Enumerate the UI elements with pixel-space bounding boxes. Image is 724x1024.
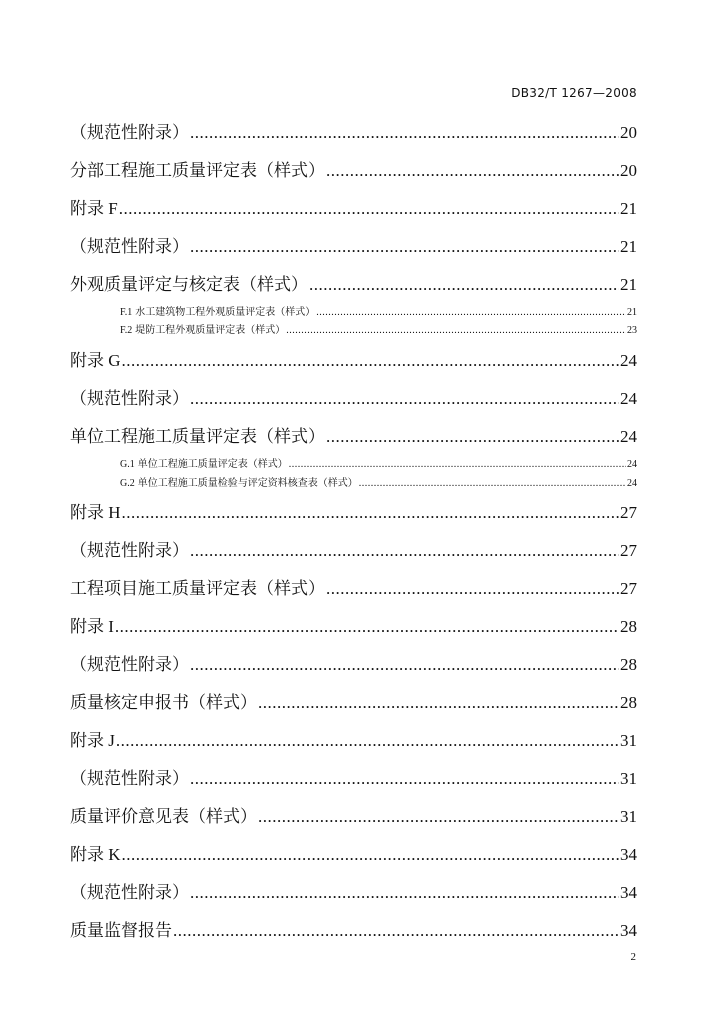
dot-leader: [122, 349, 619, 373]
toc-entry-title: （规范性附录）: [70, 883, 189, 902]
dot-leader: [190, 767, 619, 791]
toc-entry: [70, 235, 637, 259]
toc-entry-title: （规范性附录）: [70, 541, 189, 560]
toc-entry: [70, 653, 637, 677]
dot-leader: [190, 121, 619, 145]
toc-entry-page: 31: [620, 807, 637, 826]
toc-subentry: [120, 324, 637, 338]
toc-subentry: [120, 306, 637, 320]
toc-entry-page: 27: [620, 503, 637, 522]
dot-leader: [173, 919, 619, 943]
toc-entry-title: （规范性附录）: [70, 123, 189, 142]
toc-subentry-label: G.2: [120, 478, 135, 489]
toc-subentry-page: 21: [627, 307, 637, 318]
dot-leader: [309, 273, 619, 297]
toc-entry-title: 工程项目施工质量评定表（样式）: [70, 579, 325, 598]
toc-entry: [70, 121, 637, 145]
toc-subentry-title: [120, 477, 358, 491]
toc-entry-page: 31: [620, 731, 637, 750]
toc-entry-title: 单位工程施工质量评定表（样式）: [70, 427, 325, 446]
toc-entry: [70, 197, 637, 221]
toc-entry: [70, 767, 637, 791]
toc-entry-title: （规范性附录）: [70, 769, 189, 788]
dot-leader: [286, 324, 626, 338]
toc-entry: [70, 881, 637, 905]
toc-entry-page: 20: [620, 123, 637, 142]
toc-entry-page: 31: [620, 769, 637, 788]
dot-leader: [326, 159, 619, 183]
dot-leader: [326, 425, 619, 449]
toc-entry: [70, 387, 637, 411]
dot-leader: [190, 235, 619, 259]
toc-entry: [70, 539, 637, 563]
dot-leader: [190, 539, 619, 563]
toc-entry: [70, 691, 637, 715]
dot-leader: [190, 387, 619, 411]
toc-subentry-text: 堤防工程外观质量评定表（样式）: [135, 325, 286, 336]
toc-subentry-text: 单位工程施工质量评定表（样式）: [137, 459, 288, 470]
toc-entry-page: 24: [620, 427, 637, 446]
toc-subentry-title: [120, 458, 288, 472]
dot-leader: [316, 306, 626, 320]
toc-entry-title: 附录 G: [70, 351, 121, 370]
toc-entry-title: 质量监督报告: [70, 921, 172, 940]
toc-subentry-page: 23: [627, 325, 637, 336]
toc-entry: [70, 615, 637, 639]
toc-entry-page: 28: [620, 693, 637, 712]
toc-entry: [70, 501, 637, 525]
toc-subentry-label: G.1: [120, 459, 135, 470]
toc-entry: [70, 729, 637, 753]
toc-entry: [70, 425, 637, 449]
dot-leader: [122, 501, 619, 525]
toc-entry-page: 28: [620, 617, 637, 636]
toc-entry-title: 附录 K: [70, 845, 121, 864]
toc-entry-title: 附录 F: [70, 199, 118, 218]
toc-entry-page: 34: [620, 883, 637, 902]
dot-leader: [119, 197, 619, 221]
toc-entry-title: 附录 H: [70, 503, 121, 522]
toc-entry-title: （规范性附录）: [70, 655, 189, 674]
dot-leader: [289, 458, 626, 472]
dot-leader: [122, 843, 619, 867]
toc-entry-page: 34: [620, 921, 637, 940]
toc-entry: [70, 349, 637, 373]
toc-entry-title: 质量核定申报书（样式）: [70, 693, 257, 712]
toc-subentry: [120, 477, 637, 491]
dot-leader: [359, 477, 626, 491]
page-number: 2: [630, 951, 636, 963]
toc-entry-title: 附录 I: [70, 617, 114, 636]
toc-entry-page: 21: [620, 199, 637, 218]
dot-leader: [258, 805, 619, 829]
toc-entry: [70, 159, 637, 183]
toc-entry-page: 21: [620, 275, 637, 294]
toc-entry-title: 附录 J: [70, 731, 115, 750]
toc-entry-page: 24: [620, 351, 637, 370]
toc-entry: [70, 577, 637, 601]
toc-subentry-label: F.2: [120, 325, 133, 336]
toc-entry-title: 分部工程施工质量评定表（样式）: [70, 161, 325, 180]
toc-entry-page: 27: [620, 541, 637, 560]
toc-subentry-title: [120, 324, 285, 338]
toc-subentry-text: 单位工程施工质量检验与评定资料核查表（样式）: [137, 478, 358, 489]
toc-entry: [70, 843, 637, 867]
toc-entry: [70, 273, 637, 297]
toc-entry-page: 28: [620, 655, 637, 674]
toc-entry-title: 外观质量评定与核定表（样式）: [70, 275, 308, 294]
toc-entry-page: 34: [620, 845, 637, 864]
toc-subentry-title: [120, 306, 315, 320]
dot-leader: [116, 729, 619, 753]
toc-entry: [70, 805, 637, 829]
dot-leader: [190, 653, 619, 677]
dot-leader: [326, 577, 619, 601]
dot-leader: [258, 691, 619, 715]
toc-entry-page: 24: [620, 389, 637, 408]
toc-subentry-label: F.1: [120, 307, 133, 318]
toc-entry-title: （规范性附录）: [70, 237, 189, 256]
dot-leader: [190, 881, 619, 905]
toc-subentry-page: 24: [627, 459, 637, 470]
toc-subentry: [120, 458, 637, 472]
document-code: DB32/T 1267—2008: [511, 86, 637, 100]
toc-entry: [70, 919, 637, 943]
toc-entry-title: 质量评价意见表（样式）: [70, 807, 257, 826]
toc-entry-page: 20: [620, 161, 637, 180]
toc-entry-page: 27: [620, 579, 637, 598]
toc-subentry-text: 水工建筑物工程外观质量评定表（样式）: [135, 307, 316, 318]
dot-leader: [115, 615, 619, 639]
toc-subentry-page: 24: [627, 478, 637, 489]
toc-entry-page: 21: [620, 237, 637, 256]
toc-entry-title: （规范性附录）: [70, 389, 189, 408]
